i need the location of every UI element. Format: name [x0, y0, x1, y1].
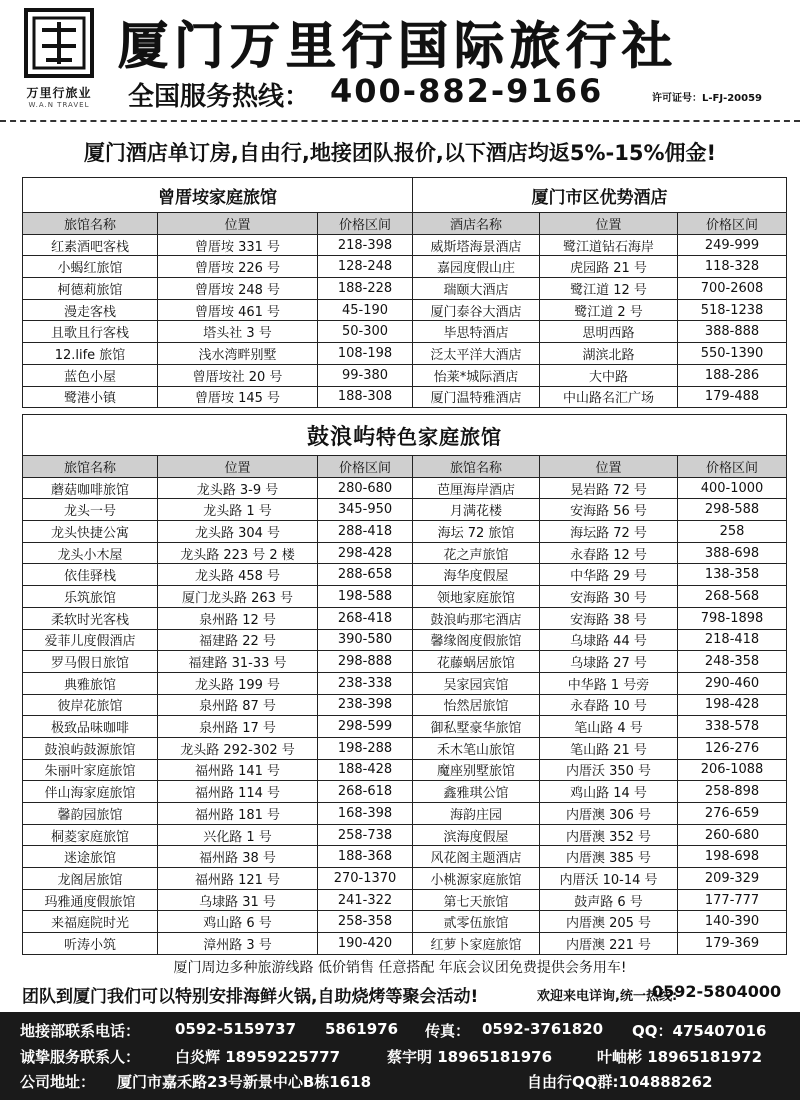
table-row [23, 299, 787, 321]
logo [14, 8, 104, 110]
location-cell: 福州路 38 号 [158, 846, 318, 868]
location-cell: 内厝澳 205 号 [540, 911, 678, 933]
price-range-cell: 206-1088 [678, 759, 787, 781]
price-range-cell: 177-777 [678, 889, 787, 911]
location-cell: 龙头路 458 号 [158, 564, 318, 586]
table-row [23, 499, 787, 521]
location-cell: 内厝澳 352 号 [540, 824, 678, 846]
hotel-name-cell: 蘑菇咖啡旅馆 [23, 477, 158, 499]
hotel-name-cell: 蓝色小屋 [23, 364, 158, 386]
table-row [23, 694, 787, 716]
hotel-name-cell: 海坛 72 旅馆 [413, 521, 540, 543]
zengcuoan-section-title: 曾厝垵家庭旅馆 [23, 178, 413, 213]
location-cell: 曾厝垵 331 号 [158, 234, 318, 256]
price-range-cell: 50-300 [318, 321, 413, 343]
column-header: 旅馆名称 [23, 456, 158, 478]
hotel-name-cell: 伴山海家庭旅馆 [23, 781, 158, 803]
contacts-label: 诚挚服务联系人： [20, 1048, 141, 1066]
price-range-cell: 400-1000 [678, 477, 787, 499]
price-range-cell: 248-358 [678, 651, 787, 673]
ground-phone-1[interactable]: 0592-5159737 [175, 1020, 297, 1038]
price-range-cell: 198-588 [318, 586, 413, 608]
price-range-cell: 276-659 [678, 803, 787, 825]
price-range-cell: 298-888 [318, 651, 413, 673]
location-cell: 福建路 22 号 [158, 629, 318, 651]
hotel-name-cell: 乐筑旅馆 [23, 586, 158, 608]
price-range-cell: 198-428 [678, 694, 787, 716]
table-row [23, 781, 787, 803]
table-row [23, 759, 787, 781]
location-cell: 虎园路 21 号 [540, 256, 678, 278]
table-row [23, 911, 787, 933]
hotel-name-cell: 12.life 旅馆 [23, 343, 158, 365]
hotel-name-cell: 罗马假日旅馆 [23, 651, 158, 673]
promo-banner: 厦门酒店单订房,自由行,地接团队报价,以下酒店均返5%-15%佣金! [83, 141, 717, 165]
price-range-cell: 388-888 [678, 321, 787, 343]
price-range-cell: 45-190 [318, 299, 413, 321]
table-row [23, 234, 787, 256]
price-range-cell: 179-488 [678, 386, 787, 408]
location-cell: 龙头路 304 号 [158, 521, 318, 543]
location-cell: 浅水湾畔别墅 [158, 343, 318, 365]
hotel-name-cell: 依佳驿栈 [23, 564, 158, 586]
location-cell: 永春路 12 号 [540, 542, 678, 564]
hotel-name-cell: 且歌且行客栈 [23, 321, 158, 343]
hotel-name-cell: 风花阁主题酒店 [413, 846, 540, 868]
location-cell: 福州路 181 号 [158, 803, 318, 825]
price-range-cell: 700-2608 [678, 278, 787, 300]
hotel-name-cell: 红萝卜家庭旅馆 [413, 933, 540, 955]
location-cell: 福州路 114 号 [158, 781, 318, 803]
logo-mark-icon [24, 8, 94, 78]
table-row [23, 564, 787, 586]
hotel-name-cell: 禾木笔山旅馆 [413, 737, 540, 759]
hotel-name-cell: 朱丽叶家庭旅馆 [23, 759, 158, 781]
logo-text-cn: 万里行旅业 [26, 86, 92, 100]
location-cell: 曾厝垵 248 号 [158, 278, 318, 300]
hotel-name-cell: 贰零伍旅馆 [413, 911, 540, 933]
price-range-cell: 260-680 [678, 824, 787, 846]
hotel-name-cell: 鑫雅琪公馆 [413, 781, 540, 803]
column-header: 价格区间 [318, 456, 413, 478]
hotel-name-cell: 龙头快捷公寓 [23, 521, 158, 543]
column-header: 位置 [540, 213, 678, 235]
location-cell: 塔头社 3 号 [158, 321, 318, 343]
hotel-name-cell: 鼓浪屿那宅酒店 [413, 607, 540, 629]
location-cell: 中山路名汇广场 [540, 386, 678, 408]
location-cell: 内厝澳 221 号 [540, 933, 678, 955]
price-range-cell: 238-338 [318, 672, 413, 694]
price-range-cell: 249-999 [678, 234, 787, 256]
hotel-name-cell: 海韵庄园 [413, 803, 540, 825]
location-cell: 鸡山路 6 号 [158, 911, 318, 933]
hotel-name-cell: 龙头一号 [23, 499, 158, 521]
price-range-cell: 298-588 [678, 499, 787, 521]
location-cell: 厦门龙头路 263 号 [158, 586, 318, 608]
price-range-cell: 298-428 [318, 542, 413, 564]
column-header: 位置 [158, 213, 318, 235]
price-range-cell: 258-898 [678, 781, 787, 803]
license-number: 许可证号：L-FJ-20059 [652, 93, 763, 104]
location-cell: 海坛路 72 号 [540, 521, 678, 543]
hotel-name-cell: 柔软时光客栈 [23, 607, 158, 629]
location-cell: 鹭江道 2 号 [540, 299, 678, 321]
column-header: 旅馆名称 [23, 213, 158, 235]
gulangyu-title-main: 鼓浪屿 [307, 424, 377, 450]
table-row [23, 803, 787, 825]
location-cell: 泉州路 17 号 [158, 716, 318, 738]
price-range-cell: 190-420 [318, 933, 413, 955]
table-row [23, 672, 787, 694]
price-range-cell: 126-276 [678, 737, 787, 759]
price-range-cell: 270-1370 [318, 868, 413, 890]
location-cell: 龙头路 223 号 2 楼 [158, 542, 318, 564]
hotel-name-cell: 威斯塔海景酒店 [413, 234, 540, 256]
hotel-name-cell: 小蝎红旅馆 [23, 256, 158, 278]
table-row [23, 933, 787, 955]
table-row [23, 737, 787, 759]
table-row [23, 716, 787, 738]
hotel-name-cell: 月满花楼 [413, 499, 540, 521]
hotline-number[interactable]: 400-882-9166 [330, 72, 604, 110]
column-header: 酒店名称 [413, 213, 540, 235]
price-range-cell: 188-428 [318, 759, 413, 781]
price-range-cell: 168-398 [318, 803, 413, 825]
hotel-name-cell: 毕思特酒店 [413, 321, 540, 343]
table-row [23, 521, 787, 543]
gulangyu-table [22, 414, 787, 955]
location-cell: 安海路 56 号 [540, 499, 678, 521]
table-row [23, 321, 787, 343]
price-range-cell: 188-228 [318, 278, 413, 300]
hotel-name-cell: 第七天旅馆 [413, 889, 540, 911]
location-cell: 湖滨北路 [540, 343, 678, 365]
qq-number[interactable]: QQ：475407016 [632, 1022, 767, 1040]
divider [0, 120, 800, 122]
hotel-name-cell: 魔座别墅旅馆 [413, 759, 540, 781]
contact-person-3[interactable]: 叶岫彬 18965181972 [597, 1048, 763, 1066]
price-range-cell: 188-368 [318, 846, 413, 868]
logo-text-en: W.A.N TRAVEL [28, 101, 90, 109]
hotel-name-cell: 桐菱家庭旅馆 [23, 824, 158, 846]
price-range-cell: 798-1898 [678, 607, 787, 629]
location-cell: 漳州路 3 号 [158, 933, 318, 955]
table-row [23, 256, 787, 278]
price-range-cell: 140-390 [678, 911, 787, 933]
header [0, 0, 800, 118]
location-cell: 曾厝垵 145 号 [158, 386, 318, 408]
column-header: 价格区间 [678, 456, 787, 478]
hotel-name-cell: 怡然居旅馆 [413, 694, 540, 716]
price-range-cell: 99-380 [318, 364, 413, 386]
hotel-name-cell: 花之声旅馆 [413, 542, 540, 564]
qq-group[interactable]: 自由行QQ群:104888262 [527, 1073, 713, 1091]
location-cell: 鹭江道钻石海岸 [540, 234, 678, 256]
group-activity-note: 团队到厦门我们可以特别安排海鲜火锅,自助烧烤等聚会活动! [22, 987, 479, 1007]
inquiry-note: 欢迎来电详询,统一热线: [537, 989, 678, 1004]
location-cell: 晃岩路 72 号 [540, 477, 678, 499]
location-cell: 乌埭路 31 号 [158, 889, 318, 911]
location-cell: 大中路 [540, 364, 678, 386]
price-range-cell: 218-398 [318, 234, 413, 256]
fax-label: 传真： [425, 1022, 471, 1040]
location-cell: 思明西路 [540, 321, 678, 343]
address-label: 公司地址： [20, 1073, 96, 1091]
column-header: 价格区间 [678, 213, 787, 235]
table-row [23, 889, 787, 911]
location-cell: 泉州路 87 号 [158, 694, 318, 716]
table-row [23, 651, 787, 673]
price-range-cell: 290-460 [678, 672, 787, 694]
city-hotels-section-title: 厦门市区优势酒店 [413, 178, 787, 213]
table-row [23, 343, 787, 365]
hotel-name-cell: 领地家庭旅馆 [413, 586, 540, 608]
price-range-cell: 268-418 [318, 607, 413, 629]
location-cell: 永春路 10 号 [540, 694, 678, 716]
location-cell: 内厝澳 385 号 [540, 846, 678, 868]
hotel-name-cell: 鹭港小镇 [23, 386, 158, 408]
location-cell: 泉州路 12 号 [158, 607, 318, 629]
location-cell: 鸡山路 14 号 [540, 781, 678, 803]
price-range-cell: 179-369 [678, 933, 787, 955]
price-range-cell: 288-658 [318, 564, 413, 586]
table-row [23, 278, 787, 300]
table-row [23, 542, 787, 564]
price-range-cell: 518-1238 [678, 299, 787, 321]
hotel-name-cell: 怡莱*城际酒店 [413, 364, 540, 386]
location-cell: 乌埭路 44 号 [540, 629, 678, 651]
column-header: 位置 [540, 456, 678, 478]
page-title: 厦门万里行国际旅行社 [118, 16, 678, 75]
price-range-cell: 198-698 [678, 846, 787, 868]
table-row [23, 607, 787, 629]
contact-footer [0, 1012, 800, 1100]
location-cell: 龙头路 3-9 号 [158, 477, 318, 499]
table-row [23, 477, 787, 499]
location-cell: 福建路 31-33 号 [158, 651, 318, 673]
price-range-cell: 338-578 [678, 716, 787, 738]
location-cell: 鹭江道 12 号 [540, 278, 678, 300]
location-cell: 安海路 30 号 [540, 586, 678, 608]
location-cell: 龙头路 1 号 [158, 499, 318, 521]
price-range-cell: 209-329 [678, 868, 787, 890]
hotel-name-cell: 龙头小木屋 [23, 542, 158, 564]
table-row [23, 586, 787, 608]
price-range-cell: 128-248 [318, 256, 413, 278]
hotel-name-cell: 小桃源家庭旅馆 [413, 868, 540, 890]
price-range-cell: 288-418 [318, 521, 413, 543]
hotel-name-cell: 御私墅豪华旅馆 [413, 716, 540, 738]
hotel-name-cell: 玛雅通度假旅馆 [23, 889, 158, 911]
table-row [23, 386, 787, 408]
price-range-cell: 268-618 [318, 781, 413, 803]
location-cell: 中华路 29 号 [540, 564, 678, 586]
hotel-name-cell: 海华度假屋 [413, 564, 540, 586]
hotel-name-cell: 嘉园度假山庄 [413, 256, 540, 278]
hotel-name-cell: 滨海度假屋 [413, 824, 540, 846]
hotel-name-cell: 鼓浪屿鼓源旅馆 [23, 737, 158, 759]
ground-phone-label: 地接部联系电话： [20, 1022, 141, 1040]
table-body [23, 477, 787, 954]
location-cell: 龙头路 292-302 号 [158, 737, 318, 759]
gulangyu-title-sub: 特色家庭旅馆 [376, 424, 503, 449]
hotel-name-cell: 吴家园宾馆 [413, 672, 540, 694]
price-range-cell: 298-599 [318, 716, 413, 738]
column-header: 价格区间 [318, 213, 413, 235]
contact-person-2[interactable]: 蔡宇明 18965181976 [387, 1048, 553, 1066]
fax-number: 0592-3761820 [482, 1020, 604, 1038]
location-cell: 曾厝垵 226 号 [158, 256, 318, 278]
price-range-cell: 390-580 [318, 629, 413, 651]
hotel-name-cell: 花藤蜗居旅馆 [413, 651, 540, 673]
price-range-cell: 258-358 [318, 911, 413, 933]
location-cell: 鼓声路 6 号 [540, 889, 678, 911]
column-header: 旅馆名称 [413, 456, 540, 478]
gulangyu-section-title [23, 415, 787, 456]
hotel-name-cell: 龙阁居旅馆 [23, 868, 158, 890]
price-range-cell: 258-738 [318, 824, 413, 846]
price-range-cell: 218-418 [678, 629, 787, 651]
price-range-cell: 388-698 [678, 542, 787, 564]
price-range-cell: 138-358 [678, 564, 787, 586]
price-range-cell: 108-198 [318, 343, 413, 365]
table-body [23, 234, 787, 408]
hotel-name-cell: 厦门温特雅酒店 [413, 386, 540, 408]
table-row [23, 824, 787, 846]
table-row [23, 364, 787, 386]
ground-phone-2[interactable]: 5861976 [325, 1020, 399, 1038]
location-cell: 中华路 1 号旁 [540, 672, 678, 694]
zengcuoan-and-city-hotels-table [22, 177, 787, 408]
location-cell: 安海路 38 号 [540, 607, 678, 629]
hotel-name-cell: 彼岸花旅馆 [23, 694, 158, 716]
table-row [23, 629, 787, 651]
hotel-name-cell: 柯德莉旅馆 [23, 278, 158, 300]
hotel-name-cell: 芭厘海岸酒店 [413, 477, 540, 499]
hotel-name-cell: 瑞颐大酒店 [413, 278, 540, 300]
routes-note: 厦门周边多种旅游线路 低价销售 任意搭配 年底会议团免费提供会务用车! [173, 960, 627, 976]
hotel-name-cell: 爱菲儿度假酒店 [23, 629, 158, 651]
location-cell: 内厝澳 306 号 [540, 803, 678, 825]
price-range-cell: 238-398 [318, 694, 413, 716]
price-range-cell: 280-680 [318, 477, 413, 499]
hotel-name-cell: 极致品味咖啡 [23, 716, 158, 738]
price-range-cell: 118-328 [678, 256, 787, 278]
hotel-name-cell: 来福庭院时光 [23, 911, 158, 933]
price-range-cell: 345-950 [318, 499, 413, 521]
hotel-name-cell: 馨缘阁度假旅馆 [413, 629, 540, 651]
price-range-cell: 198-288 [318, 737, 413, 759]
hotel-name-cell: 厦门泰谷大酒店 [413, 299, 540, 321]
price-range-cell: 188-286 [678, 364, 787, 386]
table-row [23, 868, 787, 890]
location-cell: 兴化路 1 号 [158, 824, 318, 846]
location-cell: 笔山路 21 号 [540, 737, 678, 759]
location-cell: 曾厝垵 461 号 [158, 299, 318, 321]
column-header: 位置 [158, 456, 318, 478]
hotel-name-cell: 红素酒吧客栈 [23, 234, 158, 256]
price-range-cell: 241-322 [318, 889, 413, 911]
hotel-name-cell: 典雅旅馆 [23, 672, 158, 694]
hotel-name-cell: 听涛小筑 [23, 933, 158, 955]
location-cell: 龙头路 199 号 [158, 672, 318, 694]
location-cell: 内厝沃 350 号 [540, 759, 678, 781]
location-cell: 福州路 141 号 [158, 759, 318, 781]
location-cell: 曾厝垵社 20 号 [158, 364, 318, 386]
location-cell: 乌埭路 27 号 [540, 651, 678, 673]
company-address: 厦门市嘉禾路23号新景中心B栋1618 [117, 1073, 372, 1091]
price-range-cell: 258 [678, 521, 787, 543]
hotel-name-cell: 漫走客栈 [23, 299, 158, 321]
unified-hotline[interactable]: 0592-5804000 [652, 982, 782, 1001]
location-cell: 内厝沃 10-14 号 [540, 868, 678, 890]
price-range-cell: 550-1390 [678, 343, 787, 365]
table-row [23, 846, 787, 868]
hotel-name-cell: 馨韵园旅馆 [23, 803, 158, 825]
contact-person-1[interactable]: 白炎辉 18959225777 [175, 1048, 341, 1066]
location-cell: 笔山路 4 号 [540, 716, 678, 738]
location-cell: 福州路 121 号 [158, 868, 318, 890]
hotel-name-cell: 泛太平洋大酒店 [413, 343, 540, 365]
hotel-name-cell: 迷途旅馆 [23, 846, 158, 868]
price-range-cell: 188-308 [318, 386, 413, 408]
price-range-cell: 268-568 [678, 586, 787, 608]
hotline-label: 全国服务热线： [128, 82, 311, 112]
